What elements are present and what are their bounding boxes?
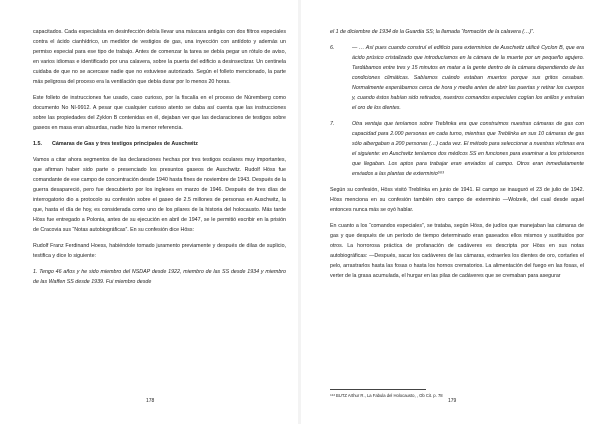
section-title: Cámaras de Gas y tres testigos principales de Auschwitz: [52, 141, 198, 147]
footnote-rule: [330, 389, 426, 390]
paragraph: En cuanto a los “comandos especiales”, se trataba, según Höss, de judíos que manejaban las cámaras de gas y que después de un período de tiempo determinado eran gaseados ellos mismos y sustituidos por otros. La horrorosa práctica de profanación de cadáveres es descripta por Höss en sus notas autobiográficas: —Después, sacar los cadáveres de las cámaras, extraerles los dientes de oro, cortarles el pelo, arrastrarlos hasta las fosas o hasta los hornos crematorios. La alimentación del fuego en las fosas, el verter de la grasa acumulada, el hurgar en las pilas de cadáveres que se cremaban para asegurar: [330, 223, 584, 279]
paragraph: Este folleto de instrucciones fue usado, caso curioso, por la fiscalía en el proceso de Núremberg como documento No NI-9912. A pesar que cualquier curioso atento se daba así cuenta que las instrucciones sobre las propiedades del Zyklon B contenidas en él, dejaban ver que las declaraciones de testigos sobre gaseos en masa eran absurdas, nadie hizo la menor referencia.: [33, 95, 286, 131]
paragraph: Vamos a citar ahora segmentos de las declaraciones hechas por tres testigos oculares muy importantes, que afirman haber sido parte o presenciado los presuntos gaseos de Auschwitz. Rudolf Höss fue comandante de ese campo de concentración desde 1940 hasta fines de noviembre de 1943. Después de la guerra desapareció, pero fue descubierto por los ingleses en marzo de 1946. Después de tres días de interrogatorio dio a protocolo su confesión sobre el gaseo de 2.5 millones de personas en Auschwitz, la que, hasta el día de hoy, es considerada como uno de los pilares de la historia del holocausto. Más tarde Höss fue entregado a Polonia, antes de su ejecución en abril de 1947, se le permitió escribir en la prisión de Cracovia sus “Notas autobiográficas”. En su confesión dice Höss:: [33, 157, 286, 233]
right-page-body: [330, 27, 584, 287]
item-number: 7.: [330, 121, 335, 127]
italic-quote: el 1 de diciembre de 1934 de la Guardia SS; la llamada “formación de la calavera (…)”.: [330, 29, 535, 35]
item-text: Otra ventaja que teníamos sobre Treblinka era que construimos nuestras cámaras de gas con capacidad para 2.000 personas en cada turno, mientras que Treblinka en sus 10 cámaras de gas sólo albergaban a 200 personas (…) cada vez. El método para seleccionar a nuestras víctimas era el siguiente: en Auschwitz teníamos dos médicos SS en funciones para examinar a los prisioneros que llegaban. Los aptos para trabajar eran enviados al campo. Otros eran inmediatamente enviados a las plantas de exterminio⁶⁶³: [352, 121, 585, 177]
paragraph: capacitados. Cada especialista en desinfección debía llevar una máscara antigás con dos filtros especiales contra el ácido cianhídrico, un medidor de vestigios de gas, una inyección con antídoto y además un permiso especial para ese tipo de trabajo. Antes de comenzar la tarea se debía pegar un rótulo de aviso, en varios idiomas e identificado por una calavera, sobre la puerta del edificio a desinsectizar. Un centinela cuidaba de que no se acercase nadie que no estuviese autorizado. Según el folleto mencionado, la parte más peligrosa del proceso era la ventilación que debía durar por lo menos 20 horas.: [33, 29, 286, 85]
page-number: 178: [146, 398, 155, 404]
left-page-body: [33, 27, 286, 293]
section-heading: [33, 139, 286, 149]
paragraph: Según su confesión, Höss visitó Treblinka en junio de 1941. El campo se inauguró el 23 de julio de 1942. Höss menciona en su confesión también otro campo de exterminio —Wolzeik, del cual desde aquel entonces nunca más se oyó hablar.: [330, 187, 584, 213]
italic-quote: 1. Tengo 46 años y he sido miembro del NSDAP desde 1922, miembro de las SS desde 1934 y miembro de las Waffen SS desde 1939. Fui miembro desde: [33, 269, 286, 285]
numbered-item: [330, 43, 584, 113]
paragraph: Rudolf Franz Ferdinand Hoess, habiéndole tomado juramento previamente y después de dilas de suplicio, testifica y dice lo siguiente:: [33, 243, 286, 259]
item-text: — … Así pues cuando construí el edificio para exterminios de Auschwitz utilicé Cyclon B, que era ácido prúsico cristalizado que introducíamos en la cámara de la muerte por un pequeño agujero. Tardábamos entre tres y 15 minutos en matar a la gente dentro de la cámara dependiendo de las condiciones climáticas. Sabíamos cuándo estaban muertos porque sus gritos cesaban. Normalmente esperábamos cerca de hora y media antes de abrir las puertas y retirar los cuerpos y, cuando éstos habían sido retirados, nuestros comandos especiales cogían los anillos y extraían el oro de los dientes.: [352, 45, 584, 111]
left-page: [0, 0, 298, 424]
right-page: [301, 0, 600, 424]
footnote: ⁶⁶³ BUTZ Arthur R., La Fabula del Holocausto, , Ob Cit. p. 78: [330, 393, 443, 398]
numbered-item: [330, 119, 584, 179]
page-number: 179: [448, 398, 457, 404]
section-number: 1.5.: [33, 141, 42, 147]
item-number: 6.: [330, 45, 335, 51]
